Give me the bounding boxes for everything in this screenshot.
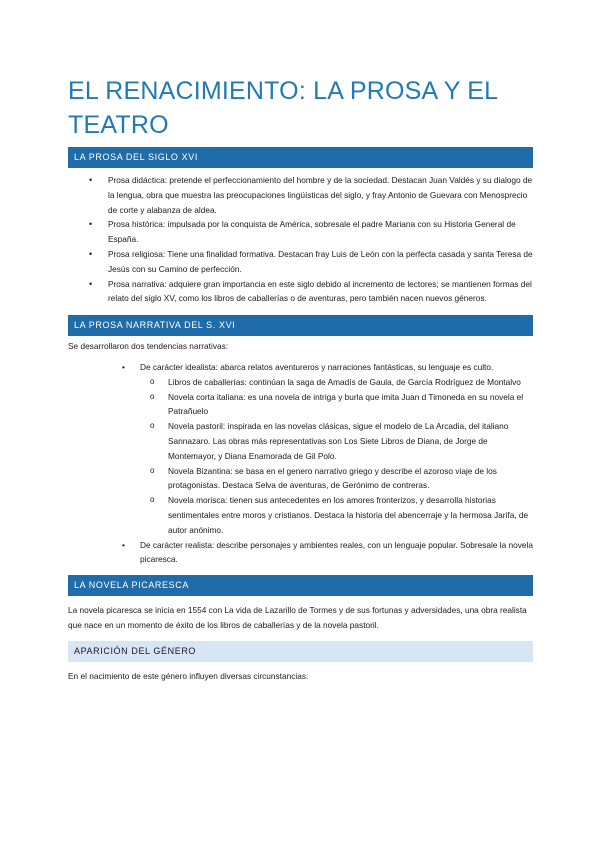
circle-bullet-icon: o xyxy=(150,376,155,386)
list-item xyxy=(68,247,533,277)
bullet-icon: • xyxy=(89,219,93,230)
list-item-text: Prosa religiosa: Tiene una finalidad formativa. Destacan fray Luis de León con la perfecta casada y santa Teresa de Jesús con su Camino de perfección. xyxy=(108,248,533,274)
sub-list-item-text: Novela Bizantina: se basa en el genero narrativo griego y describe el azoroso viaje de los protagonistas. Destaca Selva de aventuras, de Gerónimo de contreras. xyxy=(168,465,497,491)
page-title: EL RENACIMIENTO: LA PROSA Y EL TEATRO xyxy=(68,77,498,139)
sub-list-item-text: Novela corta italiana: es una novela de intriga y burla que imita Juan d Timoneda en su novela el Patrañuelo xyxy=(168,391,524,417)
list-item-realista xyxy=(112,538,533,568)
sub-list-item xyxy=(140,390,533,420)
sub-list-item xyxy=(140,493,533,537)
list-item-text: De carácter idealista: abarca relatos aventureros y narraciones fantásticas, su lenguaje es culto. xyxy=(140,361,494,372)
sub-list-item xyxy=(140,464,533,494)
list-item xyxy=(68,277,533,307)
list-item xyxy=(68,217,533,247)
subsection-heading-aparicion-genero: APARICIÓN DEL GÉNERO xyxy=(68,641,533,662)
bullet-icon: • xyxy=(122,361,125,372)
list-item-text: Prosa didáctica: pretende el perfeccionamiento del hombre y de la sociedad. Destacan Juan Valdés y su dialogo de la lengua, obra que muestra las preocupaciones lingüísticas del siglo, y fray Antonio de Guevara con Menosprecio de corte y alabanza de aldea. xyxy=(108,175,533,215)
idealista-sublist xyxy=(140,375,533,538)
aparicion-paragraph: En el nacimiento de este género influyen diversas circunstancias: xyxy=(68,670,309,681)
circle-bullet-icon: o xyxy=(150,495,155,505)
sub-list-item-text: Novela pastoril: inspirada en las novelas clásicas, sigue el modelo de La Arcadia, del italiano Sannazaro. Las obras más representativas son Los Siete Libros de Diana, de Jorge de Montemayor, y Diana Enamorada de Gil Polo. xyxy=(168,421,509,461)
list-item-idealista xyxy=(112,360,533,375)
bullet-icon: • xyxy=(89,248,93,259)
list-item-text: De carácter realista: describe personajes y ambientes reales, con un lenguaje popular. Sobresale la novela picaresca. xyxy=(140,539,533,565)
section-heading-novela-picaresca: LA NOVELA PICARESCA xyxy=(68,575,533,596)
sub-list-item xyxy=(140,419,533,463)
section-intro: Se desarrollaron dos tendencias narrativas: xyxy=(68,341,229,352)
circle-bullet-icon: o xyxy=(150,465,155,475)
section-heading-prosa-narrativa: LA PROSA NARRATIVA DEL S. XVI xyxy=(68,315,533,336)
sub-list-item-text: Libros de caballerías: continúan la saga de Amadís de Gaula, de García Rodríguez de Montalvo xyxy=(168,376,521,387)
list-item xyxy=(68,173,533,217)
bullet-icon: • xyxy=(89,278,93,289)
tendencias-list xyxy=(68,360,533,567)
bullet-icon: • xyxy=(89,175,93,185)
sub-list-item-text: Novela morisca: tienen sus antecedentes en los amores fronterizos, y desarrolla historias sentimentales entre moros y cristianos. Destaca la historia del abencerraje y la hermosa Jarifa, de autor anónimo. xyxy=(168,495,529,535)
section-heading-prosa-siglo-xvi: LA PROSA DEL SIGLO XVI xyxy=(68,147,533,168)
list-item-text: Prosa histórica: impulsada por la conquista de América, sobresale el padre Mariana con su Historia General de España. xyxy=(108,219,516,245)
prosa-types-list xyxy=(68,173,533,306)
picaresca-paragraph: La novela picaresca se inicia en 1554 con La vida de Lazarillo de Tormes y de sus fortunas y adversidades, una obra realista que nace en un momento de éxito de los libros de caballerías y de la novela pastoril. xyxy=(68,605,527,630)
bullet-icon: • xyxy=(122,539,125,550)
circle-bullet-icon: o xyxy=(150,391,155,401)
list-item-text: Prosa narrativa: adquiere gran importancia en este siglo debido al incremento de lectores; se mantienen formas del relato del siglo XV, como los libros de caballerías o de aventuras, pero también nacen nuevos géneros. xyxy=(108,278,532,304)
sub-list-item xyxy=(140,375,533,390)
circle-bullet-icon: o xyxy=(150,421,155,431)
